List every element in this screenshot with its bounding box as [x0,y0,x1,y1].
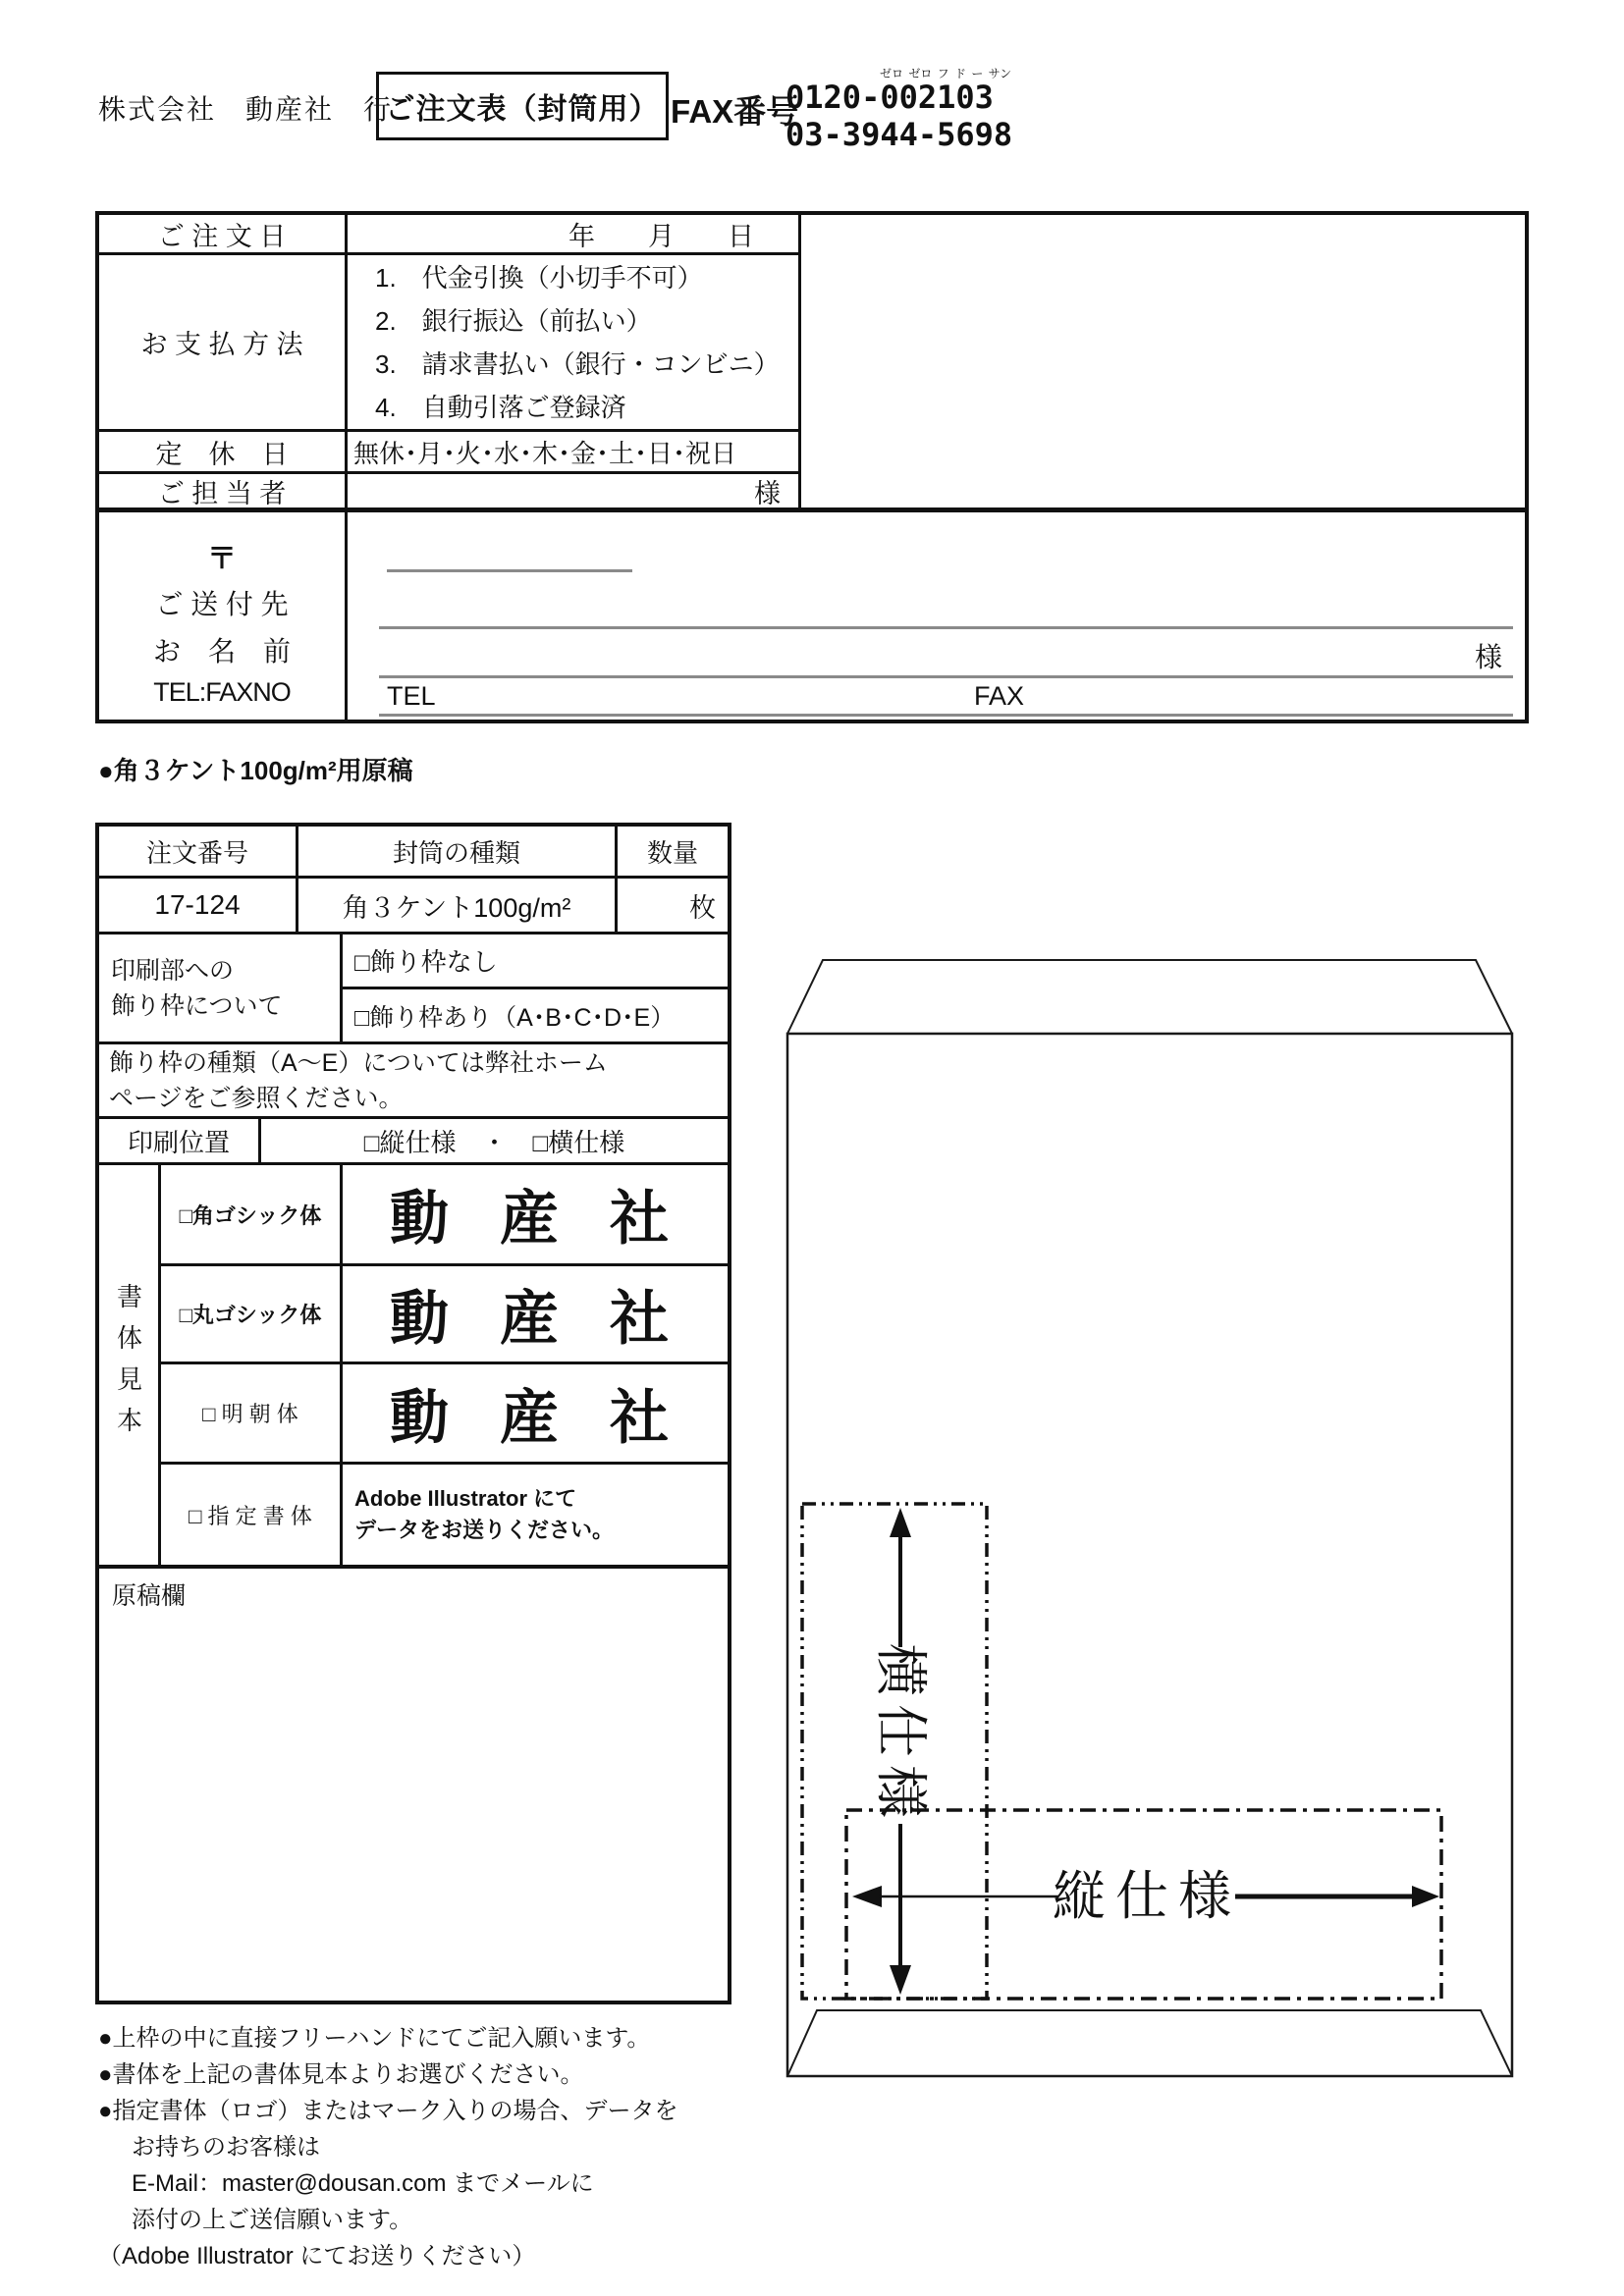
section-heading: ●角３ケント100g/m²用原稿 [98,756,413,785]
arrow-right-icon [1412,1886,1439,1907]
note-freehand: ●上枠の中に直接フリーハンドにてご記入願います。 [98,2025,651,2052]
frame-row-label-1: 印刷部への [111,956,235,985]
note-attach: 添付の上ご送信願います。 [132,2207,413,2233]
custom-font-note [343,1483,614,1546]
order-info-table [95,211,1529,723]
horizontal-spec-label: 横仕様 [871,1643,930,1826]
note-email: E-Mail：master@dousan.com までメールに [132,2170,594,2197]
frame-note [99,1045,608,1116]
name-line[interactable] [379,675,1513,678]
draft-box-label: 原稿欄 [112,1582,187,1610]
frame-note-2: ページをご参照ください。 [109,1084,404,1112]
draft-box[interactable] [95,1565,731,2004]
address-entry-area [348,512,1525,720]
holiday-label: 定 休 日 [99,432,348,474]
arrow-down-icon [890,1965,911,1995]
frame-option-with[interactable]: □飾り枠あり（A･B･C･D･E） [343,989,728,1044]
holiday-options[interactable]: 無休･月･火･水･木･金･土･日･祝日 [348,432,801,474]
payment-option-3[interactable]: 3. 請求書払い（銀行・コンビニ） [375,348,780,379]
order-form-title: ご注文表（封筒用） [376,72,669,140]
envelope-top-flap [787,960,1512,1034]
contact-person-label: ご 担 当 者 [99,474,348,507]
payment-option-2[interactable]: 2. 銀行振込（前払い） [375,305,652,336]
note-illustrator: （Adobe Illustrator にてお送りください） [98,2243,536,2269]
telfax-line[interactable] [379,714,1513,717]
postal-code-line[interactable] [387,569,632,572]
custom-font-note-2: データをお送りください。 [354,1518,615,1542]
envelope-type-header: 封筒の種類 [298,827,618,879]
arrow-up-icon [890,1508,911,1537]
font-sample-kaku-gothic: 動産社 [343,1165,728,1266]
postal-mark: 〒 [207,543,237,575]
arrow-left-icon [852,1886,882,1907]
quantity-field[interactable]: 枚 [618,879,728,934]
font-sample-label: 書体見本 [113,1282,143,1448]
spec-table [95,823,731,1565]
name-honorific: 様 [1475,642,1503,672]
fax-number-secondary: 03-3944-5698 [785,116,1013,153]
frame-note-1: 飾り枠の種類（A～E）については弊社ホーム [109,1048,608,1077]
payment-option-4[interactable]: 4. 自動引落ご登録済 [375,392,626,422]
font-option-mincho[interactable]: □ 明 朝 体 [161,1364,343,1465]
font-sample-mincho: 動産社 [343,1364,728,1465]
fax-number-furigana: ゼロ ゼロ フ ド ー サン [880,67,1012,80]
quantity-header: 数量 [618,827,728,879]
order-date-field[interactable]: 年 月 日 [348,215,801,255]
payment-option-1[interactable]: 1. 代金引換（小切手不可） [375,262,703,293]
custom-font-note-1: Adobe Illustrator にて [354,1486,577,1511]
order-no-value: 17-124 [99,879,298,934]
address-line[interactable] [379,626,1513,629]
payment-method-label: お 支 払 方 法 [99,255,348,432]
fax-number-block [785,65,1041,153]
payment-method-options [348,256,780,429]
fax-number-primary: 0120-002103 [785,79,994,116]
footer-notes [98,2020,678,2274]
contact-person-field[interactable]: 様 [348,474,801,507]
header-addressee: 株式会社 動産社 行 [98,94,394,125]
envelope-diagram [776,933,1522,2091]
shipping-address-label: ご 送 付 先 [155,589,289,619]
envelope-type-value: 角３ケント100g/m² [298,879,618,934]
font-option-maru-gothic[interactable]: □丸ゴシック体 [161,1266,343,1364]
frame-row-label [99,953,283,1024]
font-option-custom[interactable]: □ 指 定 書 体 [161,1465,343,1565]
note-custom-font: ●指定書体（ロゴ）またはマーク入りの場合、データを [98,2098,678,2124]
order-date-label: ご 注 文 日 [99,215,348,255]
envelope-bottom-flap [787,2010,1512,2076]
fax-prefix: FAX [974,681,1025,711]
print-position-label: 印刷位置 [99,1119,261,1165]
note-custom-font-cont: お持ちのお客様は [132,2134,320,2161]
font-option-kaku-gothic[interactable]: □角ゴシック体 [161,1165,343,1266]
frame-option-none[interactable]: □飾り枠なし [343,934,728,989]
print-position-options[interactable]: □縦仕様 ・ □横仕様 [261,1119,728,1165]
address-label-column [99,512,348,720]
telfax-label: TEL:FAXNO [153,677,291,707]
vertical-spec-label: 縦仕様 [1053,1867,1241,1926]
note-choose-font: ●書体を上記の書体見本よりお選びください。 [98,2061,584,2088]
frame-row-label-2: 飾り枠について [111,991,283,1020]
fax-number-label: FAX番号 [671,93,799,130]
name-label: お 名 前 [152,636,291,667]
font-sample-maru-gothic: 動産社 [343,1266,728,1364]
order-no-header: 注文番号 [99,827,298,879]
tel-prefix: TEL [387,681,436,711]
